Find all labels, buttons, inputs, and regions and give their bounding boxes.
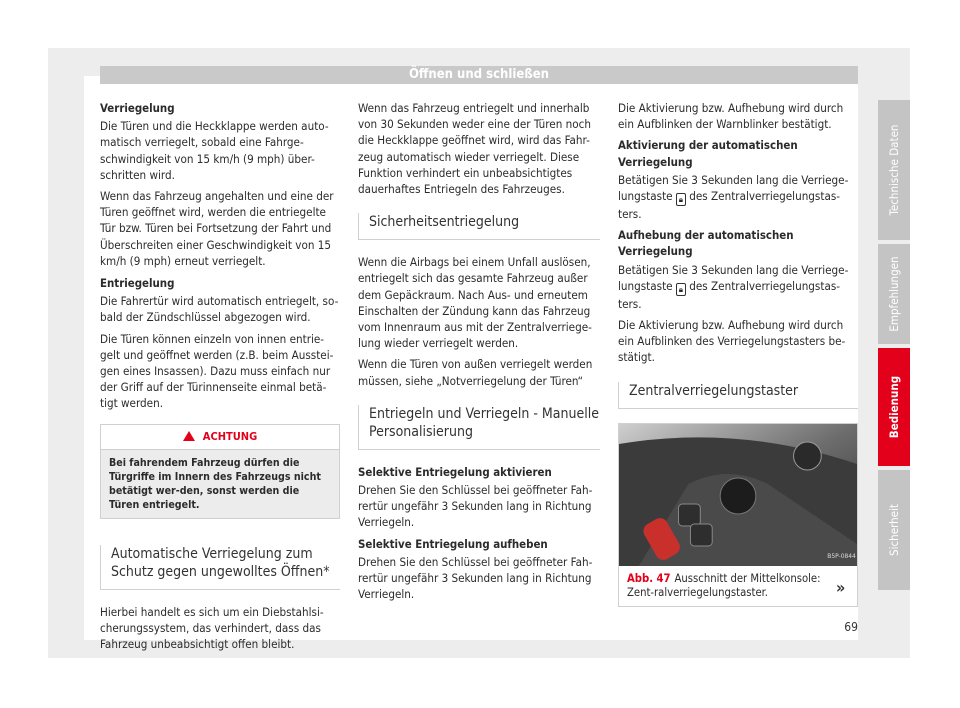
tab-label: Empfehlungen <box>887 256 901 332</box>
subheading-verriegelung: Verriegelung <box>100 101 175 115</box>
section-heading: Entriegeln und Verriegeln - Manuelle Personalisierung <box>358 405 600 450</box>
caption-label: Abb. 47 <box>627 571 671 585</box>
paragraph: Die Fahrertür wird automatisch entriegelt, so-bald der Zündschlüssel abgezogen wird. <box>100 294 339 325</box>
paragraph: Die Türen können einzeln von innen entrie-gelt und geöffnet werden (z.B. beim Ausstei-gen eines Insassen). Dazu muss einfach nur der Griff auf der Türinnenseite einmal betä-tigt werden. <box>100 331 334 411</box>
section-heading: Sicherheitsentriegelung <box>358 213 600 240</box>
page-header: Öffnen und schließen <box>100 66 858 84</box>
section-heading: Zentralverriegelungstaster <box>618 382 858 409</box>
tab-label: Sicherheit <box>887 504 901 556</box>
paragraph: Die Aktivierung bzw. Aufhebung wird durch ein Aufblinken der Warnblinker bestätigt. <box>618 101 844 132</box>
paragraph: Wenn das Fahrzeug entriegelt und innerhalb von 30 Sekunden weder eine der Türen noch die Heckklappe geöffnet wird, wird das Fahr-zeug automatisch wieder verriegelt. Diese Funktion verhindert ein unbeabsichtigtes dauerhaftes Entriegeln des Fahrzeuges. <box>358 101 591 197</box>
tab-technische-daten[interactable] <box>878 100 910 240</box>
warning-box <box>100 424 340 519</box>
text: des Zentralverriegelungstas-ters. <box>618 189 841 222</box>
column-2 <box>358 100 600 607</box>
section-heading: Automatische Verriegelung zum Schutz gegen ungewolltes Öffnen* <box>100 545 340 590</box>
paragraph: Hierbei handelt es sich um ein Diebstahlsi-cherungssystem, das verhindert, dass das Fahrzeug unbeabsichtigt offen bleibt. <box>100 604 324 652</box>
paragraph: Drehen Sie den Schlüssel bei geöffneter Fah-rertür ungefähr 3 Sekunden lang in Richtung Verriegeln. <box>358 483 593 530</box>
subheading: Selektive Entriegelung aufheben <box>358 536 548 551</box>
lock-key-icon: 🔒︎ <box>676 283 686 296</box>
column-3 <box>618 100 858 607</box>
text: des Zentralverriegelungstas-ters. <box>618 278 841 311</box>
text: Betätigen Sie 3 Sekunden lang die Verriege-lungstaste <box>618 262 849 293</box>
paragraph: Drehen Sie den Schlüssel bei geöffneter Fah-rertür ungefähr 3 Sekunden lang in Richtung Verriegeln. <box>358 554 593 602</box>
tab-sicherheit[interactable] <box>878 470 910 590</box>
page-number: 69 <box>844 620 858 634</box>
tab-bedienung[interactable] <box>878 348 910 466</box>
warning-triangle-icon <box>183 431 195 441</box>
figure-caption <box>619 566 857 606</box>
caption-text: Ausschnitt der Mittelkonsole: Zent-ralverriegelungstaster. <box>627 571 821 599</box>
paragraph: Wenn die Airbags bei einem Unfall auslösen, entriegelt sich das gesamte Fahrzeug außer dem Gepäckraum. Nach Aus- und erneutem Einschalten der Zündung kann das Fahrzeug vom Innenraum aus mit der Zentralverriege-lung wieder verriegelt werden. <box>358 255 592 351</box>
paragraph <box>618 172 858 222</box>
paragraph: Wenn das Fahrzeug angehalten und eine der Türen geöffnet wird, werden die entriegelte Tür bzw. Türen bei Fortsetzung der Fahrt und Überschreiten einer Geschwindigkeit von 15 km/h (9 mph) erneut verriegelt. <box>100 189 334 268</box>
subheading: Aktivierung der automatischen Verriegelung <box>618 138 798 169</box>
paragraph: Die Aktivierung bzw. Aufhebung wird durch ein Aufblinken des Verriegelungstasters be-stätigt. <box>618 318 846 365</box>
subheading: Aufhebung der automatischen Verriegelung <box>618 228 794 259</box>
tab-empfehlungen[interactable] <box>878 244 910 344</box>
paragraph: Die Türen und die Heckklappe werden auto-matisch verriegelt, sobald eine Fahrge-schwindigkeit von 15 km/h (9 mph) über-schritten wird. <box>100 119 329 182</box>
paragraph: Wenn die Türen von außen verriegelt werden müssen, siehe „Notverriegelung der Türen“ <box>358 357 593 388</box>
subheading: Selektive Entriegelung aktivieren <box>358 464 552 479</box>
lock-key-icon: 🔒︎ <box>676 193 686 206</box>
tab-label: Technische Daten <box>887 124 901 216</box>
column-1 <box>100 100 340 657</box>
tab-label: Bedienung <box>887 375 901 439</box>
paragraph <box>618 262 858 312</box>
subheading-entriegelung: Entriegelung <box>100 276 175 291</box>
continue-marker: » <box>836 578 846 597</box>
center-console-photo <box>619 424 857 566</box>
figure <box>618 423 858 607</box>
text: Betätigen Sie 3 Sekunden lang die Verriege-lungstaste <box>618 172 849 204</box>
warning-title: ACHTUNG <box>202 429 258 443</box>
photo-code: B5P-0844 <box>827 552 856 560</box>
warning-header <box>101 425 339 450</box>
warning-text: Bei fahrendem Fahrzeug dürfen die Türgriffe im Innern des Fahrzeugs nicht betätigt wer-den, sonst werden die Türen entriegelt. <box>101 450 339 518</box>
